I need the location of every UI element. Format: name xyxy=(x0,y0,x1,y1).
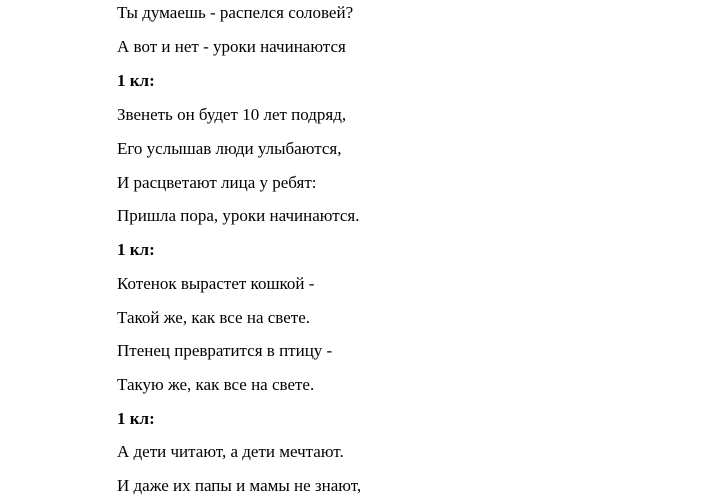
speaker-label: 1 кл: xyxy=(117,71,155,90)
poem-line: Ты думаешь - распелся соловей? xyxy=(117,3,354,22)
poem-line: И даже их папы и мамы не знают, xyxy=(117,476,362,495)
poem-line: А дети читают, а дети мечтают. xyxy=(117,442,344,461)
poem-line: Птенец превратится в птицу - xyxy=(117,341,333,360)
poem-line: И расцветают лица у ребят: xyxy=(117,173,317,192)
poem-line: Такую же, как все на свете. xyxy=(117,375,315,394)
poem-line: А вот и нет - уроки начинаются xyxy=(117,37,346,56)
poem-line: Такой же, как все на свете. xyxy=(117,308,310,327)
poem-line: Его услышав люди улыбаются, xyxy=(117,139,342,158)
poem-line: Пришла пора, уроки начинаются. xyxy=(117,206,360,225)
poem-line: Котенок вырастет кошкой - xyxy=(117,274,315,293)
speaker-label: 1 кл: xyxy=(117,409,155,428)
poem-line: Звенеть он будет 10 лет подряд, xyxy=(117,105,347,124)
speaker-label: 1 кл: xyxy=(117,240,155,259)
